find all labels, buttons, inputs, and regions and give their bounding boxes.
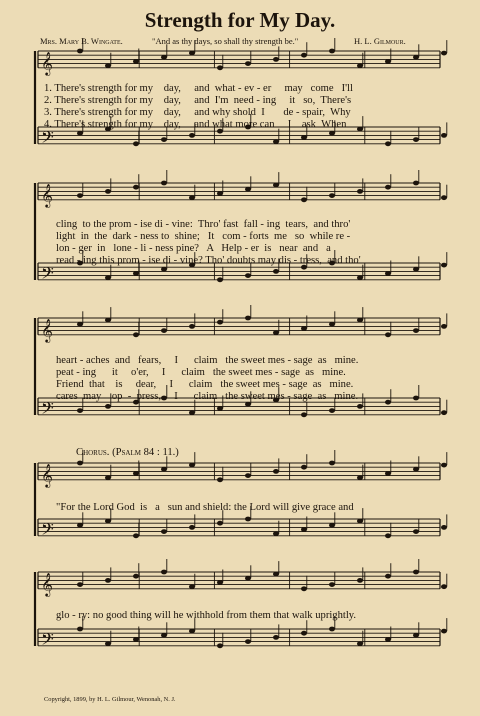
note-head [133,185,139,190]
note-head [133,533,139,538]
note-head [217,521,223,526]
note-head [413,467,419,472]
treble-clef-icon: 𝄞 [41,50,53,75]
verse-2-line-3: peat - ing it o'er, I claim the sweet mes - sage as mine. [56,367,346,378]
note-head [329,322,335,327]
note-head [357,275,363,280]
scripture-epigraph: "And as thy days, so shall thy strength be." [152,36,299,46]
note-head [441,195,447,200]
note-head [245,316,251,321]
note-head [385,332,391,337]
bass-clef-icon: 𝄢 [41,628,54,653]
note-head [245,576,251,581]
verse-3-line-2: lon - ger in lone - li - ness pine? A Help - er is near and a [56,243,331,254]
note-head [301,465,307,470]
note-head [385,59,391,64]
chorus-line-2: glo - ry: no good thing will he withhold from them that walk uprightly. [56,610,357,621]
note-head [161,267,167,272]
note-head [385,637,391,642]
note-head [301,326,307,331]
note-head [217,406,223,411]
note-head [105,578,111,583]
note-head [245,517,251,522]
note-head [133,332,139,337]
note-head [357,475,363,480]
note-head [357,578,363,583]
note-head [329,627,335,632]
note-head [413,570,419,575]
note-head [441,629,447,634]
verse-1-line-2: cling to the prom - ise di - vine: Thro' fast fall - ing tears, and thro' [56,219,351,230]
note-head [105,63,111,68]
note-head [273,531,279,536]
treble-clef-icon: 𝄞 [41,571,53,596]
note-head [161,137,167,142]
note-head [245,61,251,66]
note-head [301,135,307,140]
note-head [273,269,279,274]
treble-clef-icon: 𝄞 [41,182,53,207]
note-head [357,318,363,323]
note-head [77,582,83,587]
note-head [441,525,447,530]
note-head [441,410,447,415]
note-head [329,582,335,587]
verse-1-line-3: heart - aches and fears, I claim the sweet mes - sage as mine. [56,355,359,366]
note-head [329,49,335,54]
note-head [441,324,447,329]
note-head [385,574,391,579]
chorus-line-1: "For the Lord God is a sun and shield: the Lord will give grace and [56,502,354,513]
verse-2-line-1: 2. There's strength for my day, and I'm need - ing it so, There's [44,95,352,106]
verse-3-line-3: Friend that is dear, I claim the sweet mes - sage as mine. [56,379,354,390]
note-head [217,580,223,585]
note-head [273,183,279,188]
note-head [245,639,251,644]
note-head [133,637,139,642]
note-head [77,131,83,136]
note-head [77,193,83,198]
note-head [217,277,223,282]
verse-1-line-1: 1. There's strength for my day, and what - ev - er may come I'll [44,83,353,94]
note-head [189,324,195,329]
note-head [357,641,363,646]
copyright-notice: Copyright, 1899, by H. L. Gilmour, Wenonah, N. J. [44,696,176,703]
bass-clef-icon: 𝄢 [41,518,54,543]
lyricist-credit: Mrs. Mary B. Wingate. [40,36,123,46]
note-head [441,133,447,138]
note-head [189,463,195,468]
note-head [189,584,195,589]
note-head [273,469,279,474]
note-head [413,328,419,333]
note-head [133,471,139,476]
note-head [217,191,223,196]
note-head [385,471,391,476]
note-head [329,523,335,528]
note-head [105,318,111,323]
note-head [217,320,223,325]
verse-4-line-1: 4. There's strength for my day, and what more can I ask When [44,119,347,130]
note-head [441,263,447,268]
note-head [273,57,279,62]
note-head [329,461,335,466]
note-head [357,519,363,524]
note-head [301,586,307,591]
note-head [189,195,195,200]
note-head [161,467,167,472]
note-head [301,527,307,532]
note-head [217,65,223,70]
note-head [189,410,195,415]
note-head [385,141,391,146]
note-head [133,141,139,146]
note-head [413,267,419,272]
note-head [77,49,83,54]
bass-clef-icon: 𝄢 [41,126,54,151]
composer-credit: H. L. Gilmour. [354,36,406,46]
note-head [77,523,83,528]
bass-clef-icon: 𝄢 [41,397,54,422]
note-head [105,404,111,409]
note-head [133,271,139,276]
note-head [329,131,335,136]
note-head [413,137,419,142]
note-head [301,53,307,58]
note-head [217,477,223,482]
note-head [77,627,83,632]
note-head [77,408,83,413]
note-head [301,631,307,636]
note-head [329,408,335,413]
note-head [245,273,251,278]
note-head [77,461,83,466]
note-head [161,55,167,60]
treble-clef-icon: 𝄞 [41,317,53,342]
note-head [77,322,83,327]
note-head [133,59,139,64]
note-head [245,187,251,192]
note-head [105,275,111,280]
verse-4-line-2: read - ing this prom - ise di - vine? Tho' doubts may dis - tress, and tho' [56,255,361,266]
verse-3-line-1: 3. There's strength for my day, and why shold I de - spair, Why [44,107,351,118]
note-head [413,55,419,60]
note-head [105,641,111,646]
note-head [273,635,279,640]
note-head [301,412,307,417]
note-head [105,475,111,480]
note-head [385,271,391,276]
note-head [189,629,195,634]
note-head [245,473,251,478]
verse-2-line-2: light in the dark - ness to shine; It com - forts me so while re - [56,231,351,242]
note-head [329,193,335,198]
verse-4-line-3: cares may op - press, I claim the sweet mes - sage as mine. [56,391,359,402]
note-head [161,529,167,534]
note-head [441,463,447,468]
note-head [273,139,279,144]
note-head [189,51,195,56]
note-head [189,133,195,138]
note-head [357,404,363,409]
note-head [385,185,391,190]
note-head [413,181,419,186]
note-head [273,330,279,335]
note-head [301,197,307,202]
note-head [273,572,279,577]
note-head [133,574,139,579]
note-head [357,63,363,68]
note-head [385,533,391,538]
note-head [413,529,419,534]
note-head [217,643,223,648]
note-head [357,189,363,194]
note-head [105,519,111,524]
note-head [189,525,195,530]
note-head [413,633,419,638]
bass-clef-icon: 𝄢 [41,262,54,287]
note-head [161,570,167,575]
note-head [161,633,167,638]
note-head [105,189,111,194]
note-head [161,181,167,186]
chorus-label: Chorus. (Psalm 84 : 11.) [76,447,179,458]
note-head [441,51,447,56]
note-head [441,584,447,589]
treble-clef-icon: 𝄞 [41,462,53,487]
note-head [161,328,167,333]
hymn-title: Strength for My Day. [144,8,336,32]
